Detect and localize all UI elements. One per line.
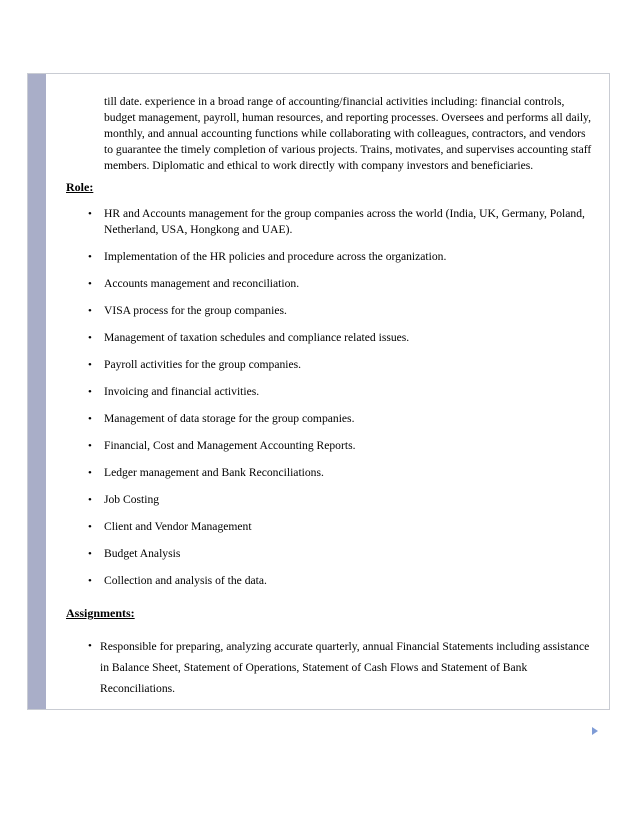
list-item xyxy=(28,206,588,238)
bullet-icon: • xyxy=(88,413,92,425)
bullet-icon: • xyxy=(88,640,92,652)
bullet-icon: • xyxy=(88,359,92,371)
list-item-text: VISA process for the group companies. xyxy=(104,304,287,317)
assignments-list xyxy=(28,636,593,699)
list-item-text: Implementation of the HR policies and procedure across the organization. xyxy=(104,250,447,263)
list-item-text: Responsible for preparing, analyzing accurate quarterly, annual Financial Statements including assistance in Balance Sheet, Statement of Operations, Statement of Cash Flows and Statement of Bank Reconciliations. xyxy=(100,640,590,695)
list-item xyxy=(28,438,588,454)
list-item-text: Payroll activities for the group companies. xyxy=(104,358,302,371)
role-list xyxy=(28,206,588,589)
list-item xyxy=(28,303,588,319)
list-item-text: Job Costing xyxy=(104,493,160,506)
list-item xyxy=(28,636,593,699)
bullet-icon: • xyxy=(88,278,92,290)
list-item-text: Budget Analysis xyxy=(104,547,181,560)
list-item xyxy=(28,519,588,535)
list-item-text: HR and Accounts management for the group companies across the world (India, UK, Germany, Poland, Netherland, USA, Hongkong and UAE). xyxy=(104,207,585,236)
list-item xyxy=(28,492,588,508)
document-page xyxy=(27,73,610,710)
list-item-text: Collection and analysis of the data. xyxy=(104,574,267,587)
list-item xyxy=(28,249,588,265)
bullet-icon: • xyxy=(88,440,92,452)
list-item-text: Invoicing and financial activities. xyxy=(104,385,260,398)
list-item xyxy=(28,465,588,481)
bullet-icon: • xyxy=(88,521,92,533)
list-item xyxy=(28,546,588,562)
list-item xyxy=(28,411,588,427)
play-arrow-icon[interactable] xyxy=(592,727,598,735)
role-heading: Role: xyxy=(66,180,94,194)
bullet-icon: • xyxy=(88,575,92,587)
bullet-icon: • xyxy=(88,467,92,479)
list-item-text: Management of data storage for the group companies. xyxy=(104,412,355,425)
list-item-text: Accounts management and reconciliation. xyxy=(104,277,300,290)
list-item xyxy=(28,384,588,400)
list-item xyxy=(28,330,588,346)
bullet-icon: • xyxy=(88,548,92,560)
bullet-icon: • xyxy=(88,332,92,344)
list-item xyxy=(28,357,588,373)
bullet-icon: • xyxy=(88,494,92,506)
bullet-icon: • xyxy=(88,386,92,398)
list-item-text: Ledger management and Bank Reconciliations. xyxy=(104,466,324,479)
list-item xyxy=(28,276,588,292)
intro-paragraph: till date. experience in a broad range of accounting/financial activities including: financial controls, budget management, payroll, human resources, and reporting processes. Oversees and performs all daily, monthly, and annual accounting functions while collaborating with colleagues, contractors, and vendors to guarantee the timely completion of various projects. Trains, motivates, and supervises accounting staff members. Diplomatic and ethical to work directly with company investors and beneficiaries. xyxy=(104,95,592,172)
list-item-text: Management of taxation schedules and compliance related issues. xyxy=(104,331,410,344)
list-item-text: Financial, Cost and Management Accounting Reports. xyxy=(104,439,356,452)
bullet-icon: • xyxy=(88,208,92,220)
assignments-heading: Assignments: xyxy=(66,606,135,620)
list-item xyxy=(28,573,588,589)
list-item-text: Client and Vendor Management xyxy=(104,520,252,533)
bullet-icon: • xyxy=(88,251,92,263)
bullet-icon: • xyxy=(88,305,92,317)
